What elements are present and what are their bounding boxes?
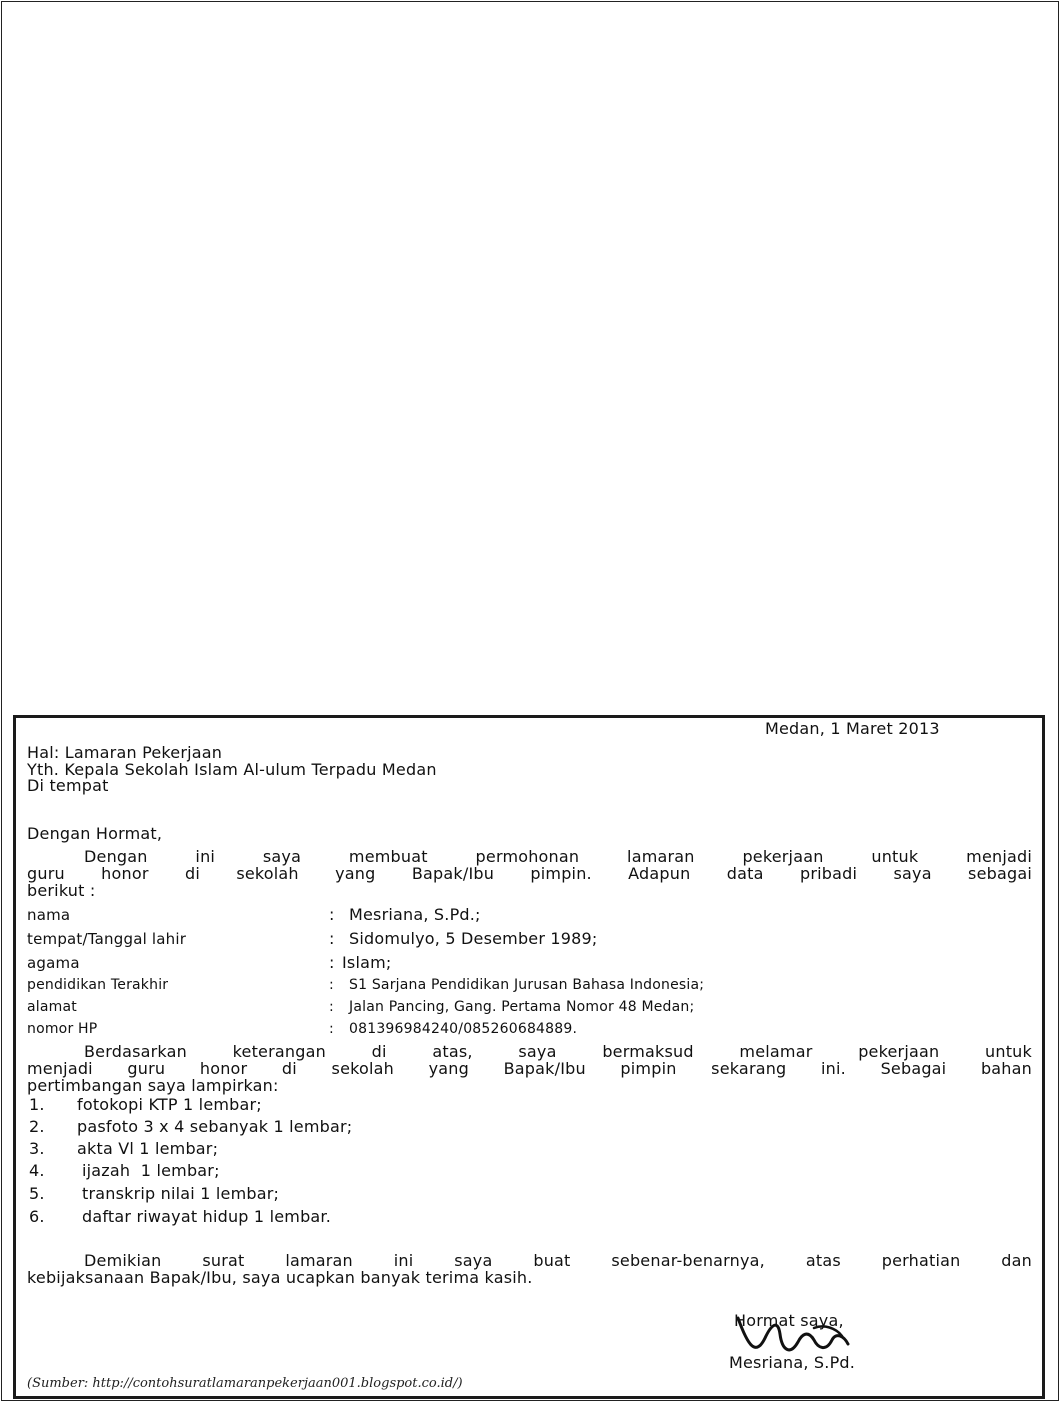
data-label-pendidikan: pendidikan Terakhir: [27, 977, 169, 993]
data-label-agama: agama: [27, 954, 80, 972]
attachment-number: 4.: [29, 1161, 45, 1180]
data-value-alamat: Jalan Pancing, Gang. Pertama Nomor 48 Medan;: [349, 999, 695, 1015]
source-citation: (Sumber: http://contohsuratlamaranpekerjaan001.blogspot.co.id/): [27, 1376, 463, 1391]
body-line: pertimbangan saya lampirkan:: [27, 1076, 279, 1095]
letter-recipient: Yth. Kepala Sekolah Islam Al-ulum Terpadu Medan: [27, 760, 437, 779]
attachment-number: 6.: [29, 1207, 45, 1226]
closing-line: Demikian surat lamaran ini saya buat sebenar-benarnya, atas perhatian dan: [84, 1251, 1032, 1270]
data-colon: :: [329, 905, 335, 924]
closing-regards: Hormat saya,: [734, 1311, 844, 1330]
attachment-item: ijazah 1 lembar;: [82, 1161, 220, 1180]
body-line: menjadi guru honor di sekolah yang Bapak/Ibu pimpin sekarang ini. Sebagai bahan: [27, 1059, 1032, 1078]
data-value-hp: 081396984240/085260684889.: [349, 1021, 578, 1037]
attachment-number: 2.: [29, 1117, 45, 1136]
intro-line: guru honor di sekolah yang Bapak/Ibu pimpin. Adapun data pribadi saya sebagai: [27, 864, 1032, 883]
letter-place: Di tempat: [27, 776, 109, 795]
data-colon: :: [329, 929, 335, 948]
attachment-item: daftar riwayat hidup 1 lembar.: [82, 1207, 332, 1226]
signer-name: Mesriana, S.Pd.: [729, 1353, 856, 1372]
data-value-pendidikan: S1 Sarjana Pendidikan Jurusan Bahasa Indonesia;: [349, 977, 705, 993]
data-value-agama: Islam;: [342, 953, 392, 972]
attachment-number: 5.: [29, 1184, 45, 1203]
attachment-item: pasfoto 3 x 4 sebanyak 1 lembar;: [77, 1117, 353, 1136]
letter-salutation: Dengan Hormat,: [27, 824, 163, 843]
body-paragraph: [27, 1043, 1032, 1094]
data-value-ttl: Sidomulyo, 5 Desember 1989;: [349, 929, 598, 948]
data-value-nama: Mesriana, S.Pd.;: [349, 905, 481, 924]
attachment-number: 3.: [29, 1139, 45, 1158]
data-label-alamat: alamat: [27, 999, 77, 1015]
data-label-nama: nama: [27, 906, 71, 924]
intro-line: Dengan ini saya membuat permohonan lamaran pekerjaan untuk menjadi: [84, 847, 1032, 866]
data-label-ttl: tempat/Tanggal lahir: [27, 930, 187, 948]
intro-line: berikut :: [27, 881, 96, 900]
intro-paragraph: [27, 848, 1032, 899]
attachment-item: transkrip nilai 1 lembar;: [82, 1184, 280, 1203]
data-colon: :: [329, 999, 334, 1015]
data-colon: :: [329, 977, 334, 993]
attachment-item: fotokopi KTP 1 lembar;: [77, 1095, 262, 1114]
letter-date: Medan, 1 Maret 2013: [765, 719, 940, 738]
body-line: Berdasarkan keterangan di atas, saya bermaksud melamar pekerjaan untuk: [84, 1042, 1032, 1061]
data-colon: :: [329, 953, 335, 972]
closing-paragraph: [27, 1252, 1032, 1286]
closing-line: kebijaksanaan Bapak/Ibu, saya ucapkan banyak terima kasih.: [27, 1268, 533, 1287]
data-label-hp: nomor HP: [27, 1021, 98, 1037]
letter-subject: Hal: Lamaran Pekerjaan: [27, 743, 223, 762]
attachment-item: akta Vl 1 lembar;: [77, 1139, 219, 1158]
data-colon: :: [329, 1021, 334, 1037]
attachment-number: 1.: [29, 1095, 45, 1114]
